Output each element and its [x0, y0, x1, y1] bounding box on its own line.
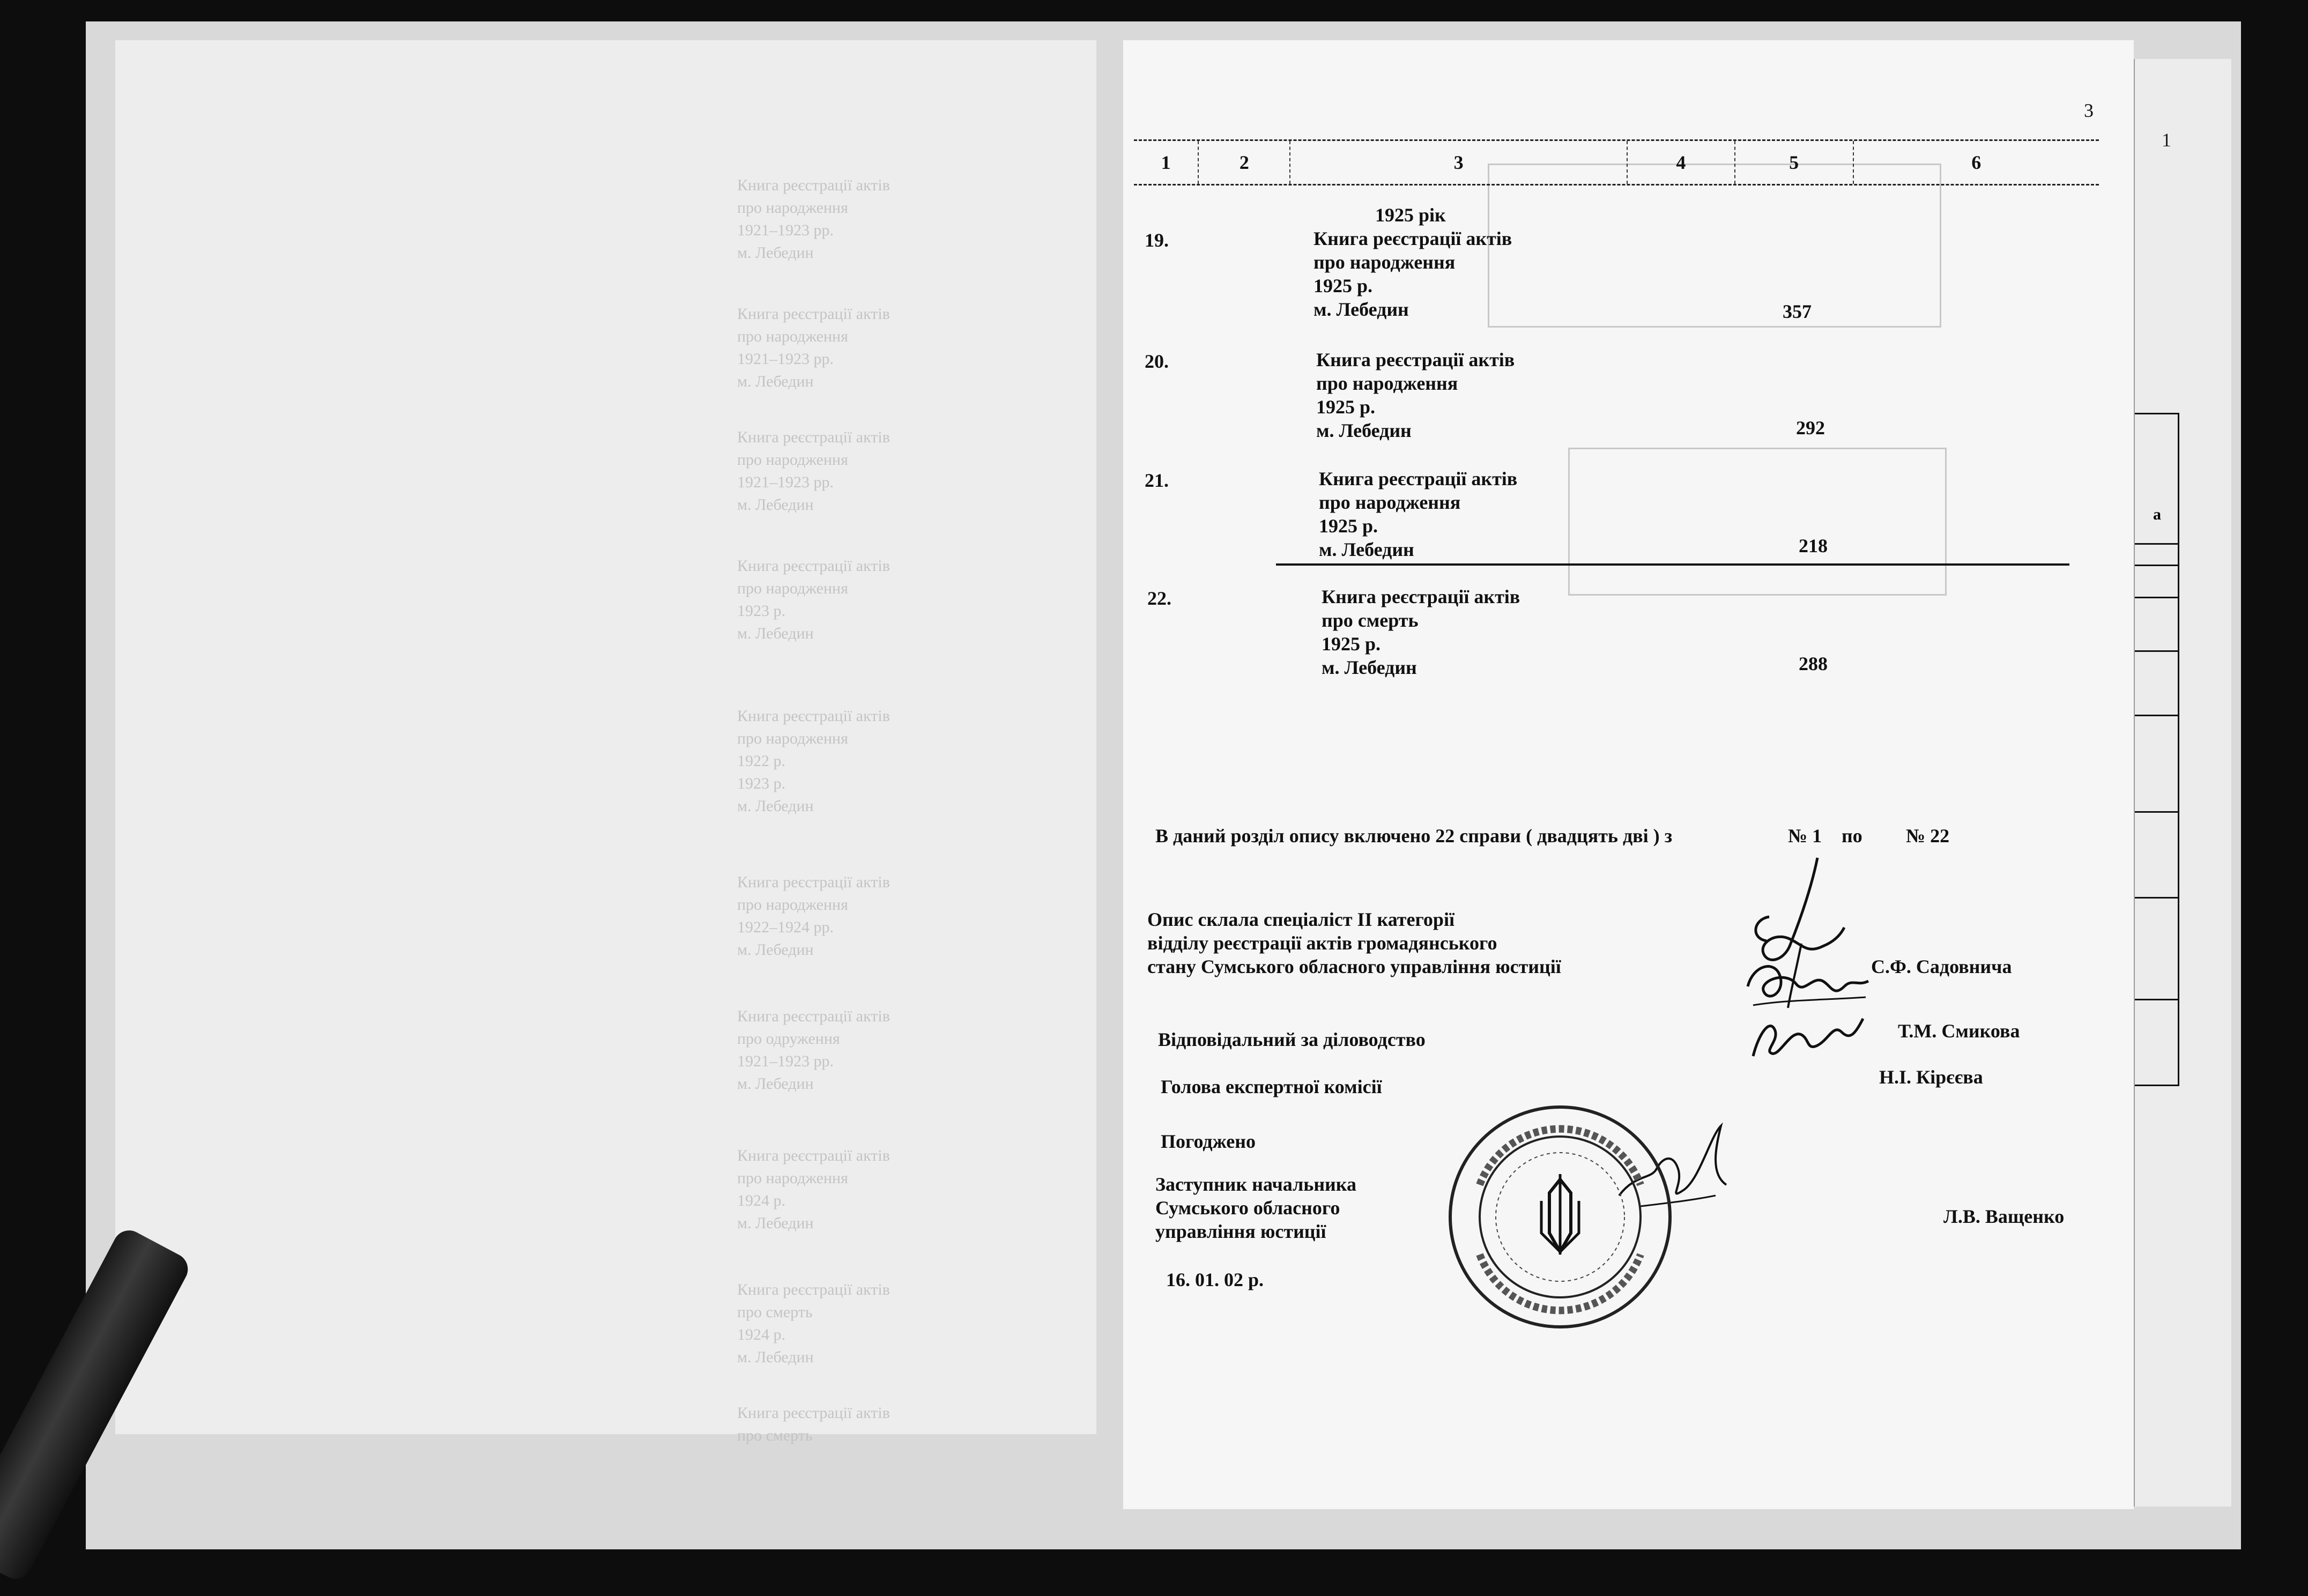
bleed-through-text: Книга реєстрації актів про народження 1922 р. 1923 р. м. Лебедин	[737, 707, 890, 815]
official-seal	[1442, 1099, 1678, 1335]
entries-divider-line	[1276, 563, 2069, 566]
entry-title	[1313, 227, 1512, 321]
table-header-row	[1134, 139, 2099, 185]
records-officer-title: Відповідальний за діловодство	[1158, 1029, 1426, 1050]
entry-title-line: про народження	[1316, 373, 1458, 394]
entry-title-line: 1925 р.	[1322, 633, 1381, 655]
compiler-position-line: Опис склала спеціаліст ІІ категорії	[1147, 909, 1454, 930]
approver-position-line: Заступник начальника	[1155, 1174, 1356, 1195]
approval-date: 16. 01. 02 р.	[1166, 1269, 1264, 1290]
year-heading: 1925 рік	[1375, 204, 1446, 226]
table-line	[2135, 650, 2178, 652]
table-line	[2135, 715, 2178, 716]
entry-title-line: Книга реєстрації актів	[1319, 468, 1518, 489]
header-cell: 3	[1290, 141, 1628, 184]
back-sheet	[2134, 59, 2231, 1506]
table-line	[2135, 543, 2178, 545]
signature-kirieieva	[1748, 1008, 1866, 1067]
entry-title	[1322, 585, 1520, 679]
page-number: 3	[2084, 100, 2094, 121]
compiler-position-line: стану Сумського обласного управління юстиції	[1147, 956, 1561, 977]
faint-stamp-bleed	[1568, 448, 1947, 596]
summary-to: № 22	[1906, 825, 1950, 847]
entry-title-line: м. Лебедин	[1316, 420, 1412, 441]
entry-sheet-count: 292	[1796, 417, 1825, 439]
entry-sheet-count: 288	[1799, 653, 1828, 674]
entry-title-line: Книга реєстрації актів	[1313, 228, 1512, 249]
approved-label: Погоджено	[1161, 1131, 1256, 1152]
bleed-through-text: Книга реєстрації актів про смерть 1924 р. м. Лебедин	[737, 1281, 890, 1366]
entry-title-line: м. Лебедин	[1313, 299, 1409, 320]
commission-head-name: Н.І. Кірєєва	[1879, 1066, 1983, 1088]
entry-title	[1319, 467, 1517, 561]
bleed-through-text: Книга реєстрації актів про народження 1923 р. м. Лебедин	[737, 557, 890, 642]
table-line	[2135, 565, 2178, 566]
entry-title-line: 1925 р.	[1319, 515, 1378, 537]
entry-title-line: 1925 р.	[1313, 275, 1373, 296]
summary-from: № 1	[1788, 825, 1822, 847]
bleed-through-text: Книга реєстрації актів про одруження 1921–1923 рр. м. Лебедин	[737, 1007, 890, 1093]
entry-title-line: про народження	[1319, 492, 1461, 513]
table-line	[2135, 897, 2178, 899]
entry-title	[1316, 348, 1515, 442]
bleed-through-text: Книга реєстрації актів про смерть	[737, 1404, 890, 1444]
back-sheet-table-fragment	[2135, 413, 2179, 1086]
entry-sheet-count: 218	[1799, 535, 1828, 556]
entry-title-line: про смерть	[1322, 610, 1419, 631]
compiler-position-line: відділу реєстрації актів громадянського	[1147, 932, 1497, 954]
header-cell: 1	[1134, 141, 1199, 184]
entry-title-line: Книга реєстрації актів	[1316, 349, 1515, 370]
table-line	[2135, 597, 2178, 598]
records-officer-name: Т.М. Смикова	[1898, 1020, 2020, 1042]
back-sheet-page-number: 1	[2162, 129, 2171, 151]
header-cell: 4	[1628, 141, 1735, 184]
approver-position-line: управління юстиції	[1155, 1221, 1326, 1242]
header-cell: 5	[1735, 141, 1854, 184]
entry-number: 22.	[1147, 588, 1171, 609]
table-line	[2135, 999, 2178, 1000]
entry-number: 19.	[1145, 229, 1169, 251]
summary-by: по	[1842, 825, 1862, 847]
entry-title-line: м. Лебедин	[1319, 539, 1414, 560]
approver-name: Л.В. Ващенко	[1943, 1206, 2065, 1227]
entry-title-line: про народження	[1313, 251, 1456, 273]
entry-sheet-count: 357	[1783, 301, 1812, 322]
header-cell: 6	[1971, 152, 1982, 173]
header-cell: 2	[1199, 141, 1290, 184]
left-page	[115, 40, 1096, 1444]
bleed-through-text: Книга реєстрації актів про народження 1921–1923 рр. м. Лебедин	[737, 305, 890, 390]
bleed-through-text: Книга реєстрації актів про народження 1922–1924 рр. м. Лебедин	[737, 873, 890, 959]
bleed-through-text: Книга реєстрації актів про народження 1921–1923 рр. м. Лебедин	[737, 176, 890, 262]
back-sheet-column-letter: а	[2153, 506, 2161, 523]
table-line	[2135, 811, 2178, 813]
approver-position-line: Сумського обласного	[1155, 1197, 1340, 1219]
summary-text: В даний розділ опису включено 22 справи ( двадцять дві ) з	[1155, 825, 1673, 847]
entry-number: 20.	[1145, 351, 1169, 372]
signature-smykova	[1742, 954, 1871, 1013]
entry-title-line: Книга реєстрації актів	[1322, 586, 1520, 607]
compiler-name: С.Ф. Садовнича	[1871, 956, 2012, 977]
commission-head-title: Голова експертної комісії	[1161, 1076, 1382, 1097]
entry-title-line: м. Лебедин	[1322, 657, 1417, 678]
bleed-through-text: Книга реєстрації актів про народження 1921–1923 рр. м. Лебедин	[737, 428, 890, 514]
bleed-through-text: Книга реєстрації актів про народження 1924 р. м. Лебедин	[737, 1147, 890, 1232]
entry-number: 21.	[1145, 470, 1169, 491]
faint-stamp-bleed	[1488, 164, 1941, 328]
entry-title-line: 1925 р.	[1316, 396, 1376, 418]
